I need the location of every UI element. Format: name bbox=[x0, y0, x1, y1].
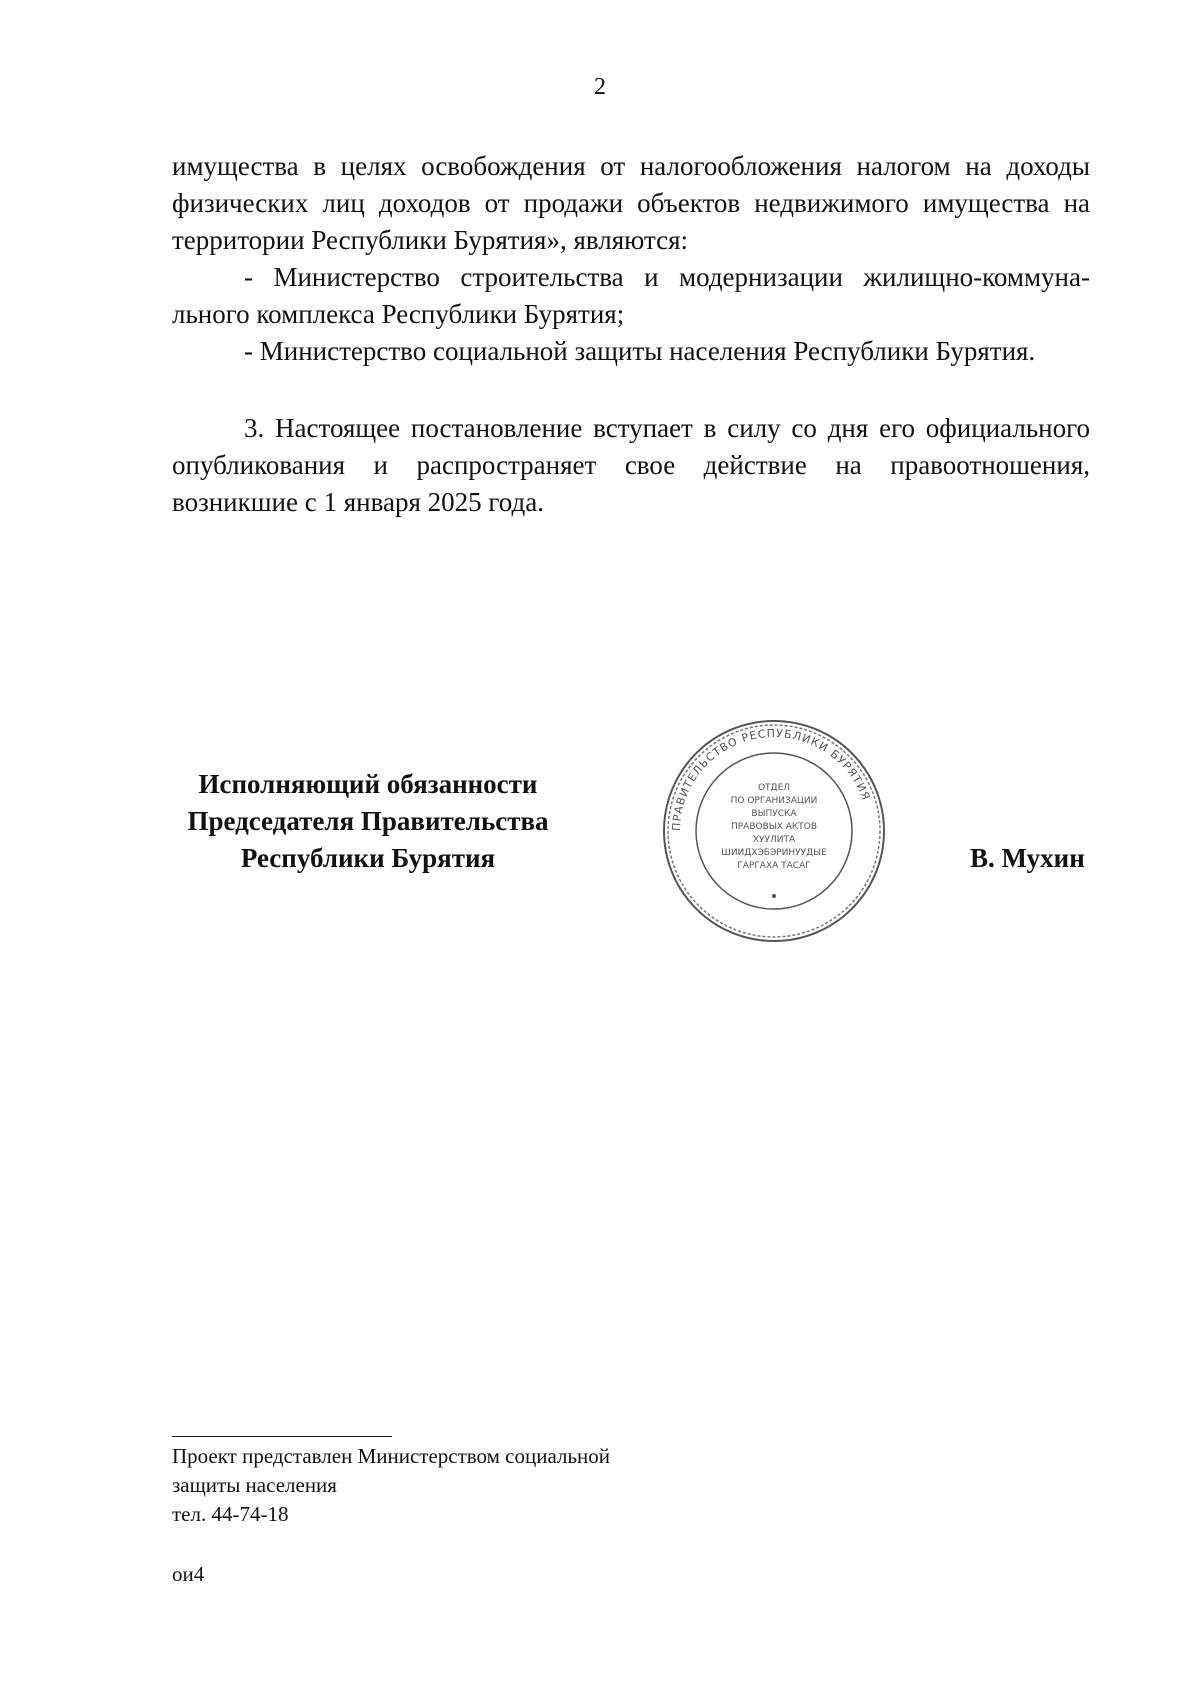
page-number: 2 bbox=[594, 74, 606, 100]
stamp-text-line: ПРАВОВЫХ АКТОВ bbox=[730, 822, 818, 832]
body-text-block bbox=[172, 148, 1090, 370]
body-text-block-2 bbox=[172, 410, 1090, 521]
document-code: ои4 bbox=[172, 1562, 205, 1586]
official-stamp bbox=[658, 718, 890, 944]
footnote-divider bbox=[172, 1436, 392, 1437]
footnote-line: защиты населения bbox=[172, 1473, 337, 1497]
stamp-text-line: ХУУЛИТА bbox=[752, 835, 796, 845]
stamp-text-line: ПО ОРГАНИЗАЦИИ bbox=[730, 796, 818, 806]
list-item-ministry-social: - Министерство социальной защиты населения Республики Бурятия. bbox=[244, 336, 1036, 366]
footnote-line: Проект представлен Министерством социальной bbox=[172, 1444, 611, 1468]
stamp-text-line: ГАРГАХА ТАСАГ bbox=[737, 861, 811, 871]
list-item-ministry-construction: - Министерство строительства и модернизации жилищно-коммунального комплекса Республики Бурятия; bbox=[172, 262, 1090, 329]
signatory-title-line: Председателя Правительства bbox=[187, 806, 549, 836]
stamp-text-line: ШИИДХЭБЭРИНУУДЫЕ bbox=[721, 848, 827, 858]
stamp-text-line: ОТДЕЛ bbox=[757, 783, 791, 793]
paragraph-3: 3. Настоящее постановление вступает в силу со дня его официального опубликования и распространяет свое действие на правоотношения, возникшие с 1 января 2025 года. bbox=[172, 413, 1090, 517]
footnote-phone: тел. 44-74-18 bbox=[172, 1502, 289, 1526]
footnote bbox=[172, 1442, 610, 1529]
paragraph-continuation: имущества в целях освобождения от налогообложения налогом на доходы физических лиц доходов от продажи объектов недвижимого имущества на территории Республики Бурятия», являются: bbox=[172, 151, 1090, 255]
stamp-text-line: ВЫПУСКА bbox=[751, 809, 797, 819]
signatory-name: В. Мухин bbox=[970, 843, 1085, 873]
signatory-title-line: Исполняющий обязанности bbox=[198, 769, 538, 799]
signatory-title bbox=[168, 766, 568, 877]
signatory-title-line: Республики Бурятия bbox=[240, 843, 496, 873]
stamp-outer-text: ПРАВИТЕЛЬСТВО РЕСПУБЛИКИ БУРЯТИЯ bbox=[669, 726, 873, 832]
